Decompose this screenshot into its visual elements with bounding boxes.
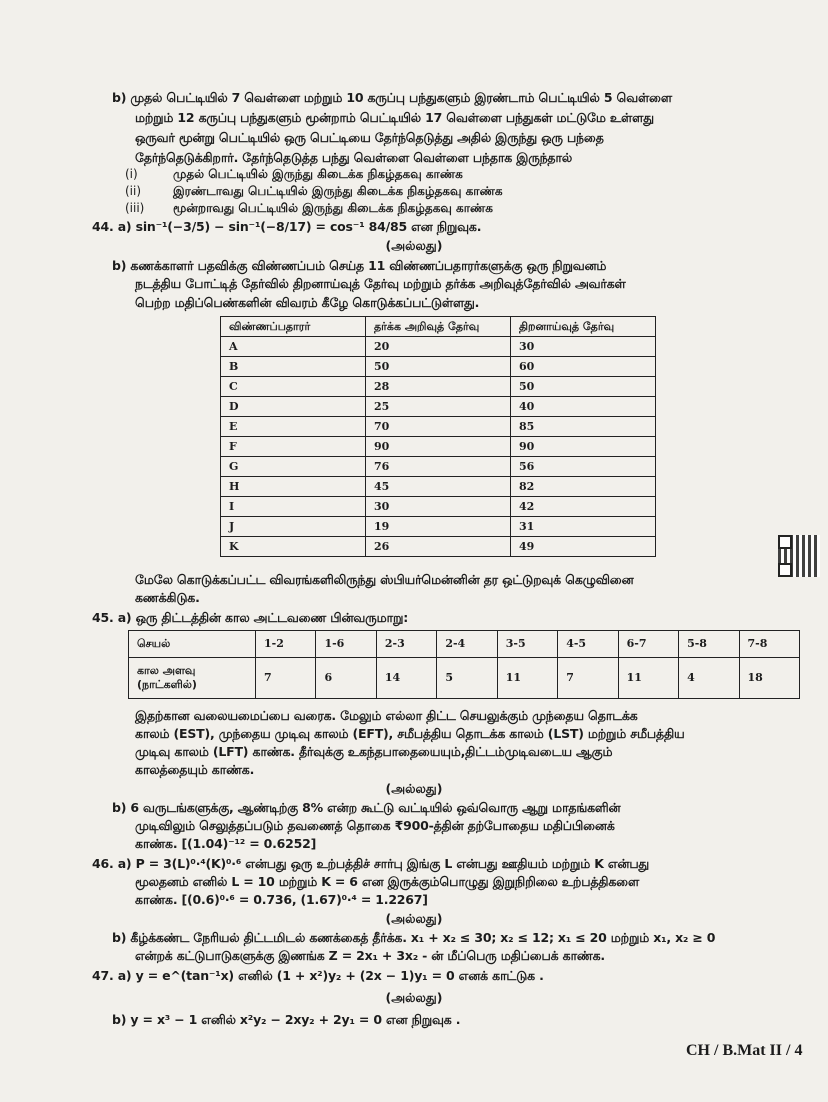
table-cell: 90 <box>366 437 511 457</box>
table-cell: 4-5 <box>558 631 618 658</box>
table-cell: 70 <box>366 417 511 437</box>
table-cell: J <box>221 517 366 537</box>
activity-table <box>128 630 800 699</box>
text-line: நடத்திய போட்டித் தேர்வில் திறனாய்வுத் தேர்வு மற்றும் தர்க்க அறிவுத்தேர்வில் அவர்கள் <box>135 276 626 291</box>
question-45a: 45. a) ஒரு திட்டத்தின் கால அட்டவணை பின்வருமாறு: <box>92 610 409 625</box>
table-row <box>221 457 656 477</box>
text-line: b) கணக்காளர் பதவிக்கு விண்ணப்பம் செய்த 11 விண்ணப்பதாரர்களுக்கு ஒரு நிறுவனம் <box>112 258 607 273</box>
table-cell: 6-7 <box>618 631 678 658</box>
table-cell: 28 <box>366 377 511 397</box>
table-cell: 14 <box>376 658 436 699</box>
table-cell: 50 <box>366 357 511 377</box>
text-line: பெற்ற மதிப்பெண்களின் விவரம் கீழே கொடுக்கப்பட்டுள்ளது. <box>135 295 480 310</box>
table-cell: 50 <box>511 377 656 397</box>
page-code: CH / B.Mat II / 4 <box>686 1042 803 1059</box>
table-cell: 60 <box>511 357 656 377</box>
text-line: தேர்ந்தெடுக்கிறார். தேர்ந்தெடுத்த பந்து வெள்ளை வெள்ளை பந்தாக இருந்தால் <box>135 150 573 165</box>
table-cell: A <box>221 337 366 357</box>
text-line: காண்க. [(0.6)⁰·⁶ = 0.736, (1.67)⁰·⁴ = 1.2267] <box>135 892 428 907</box>
table-row <box>221 477 656 497</box>
table-cell: 2-3 <box>376 631 436 658</box>
table-cell: C <box>221 377 366 397</box>
list-item: (ii) இரண்டாவது பெட்டியில் இருந்து கிடைக்க நிகழ்தகவு காண்க <box>125 184 503 198</box>
question-46a: 46. a) P = 3(L)⁰·⁴(K)⁰·⁶ என்பது ஒரு உற்பத்திச் சார்பு இங்கு L என்பது ஊதியம் மற்றும் K என்பது <box>92 856 650 871</box>
table-cell: I <box>221 497 366 517</box>
table-row <box>221 437 656 457</box>
table-cell: 49 <box>511 537 656 557</box>
question-45b: b) 6 வருடங்களுக்கு, ஆண்டிற்கு 8% என்ற கூட்டு வட்டியில் ஒவ்வொரு ஆறு மாதங்களின் <box>112 800 621 815</box>
table-cell: B <box>221 357 366 377</box>
table-cell: K <box>221 537 366 557</box>
table-cell: 56 <box>511 457 656 477</box>
table-row <box>221 397 656 417</box>
table-cell: 7 <box>256 658 316 699</box>
duration-row <box>129 658 800 699</box>
list-item: (iii) மூன்றாவது பெட்டியில் இருந்து கிடைக்க நிகழ்தகவு காண்க <box>125 201 493 215</box>
table-cell: D <box>221 397 366 417</box>
table-cell: F <box>221 437 366 457</box>
qr-code <box>778 535 820 577</box>
table-cell: 85 <box>511 417 656 437</box>
question-46b: b) கீழ்க்கண்ட நேரியல் திட்டமிடல் கணக்கைத் தீர்க்க. x₁ + x₂ ≤ 30; x₂ ≤ 12; x₁ ≤ 20 மற்றும் x₁, x₂ ≥ 0 <box>112 930 716 945</box>
text-line: முடிவு காலம் (LFT) காண்க. தீர்வுக்கு உகந்தபாதையையும்,திட்டம்முடிவடைய ஆகும் <box>135 744 613 759</box>
table-cell: 1-2 <box>256 631 316 658</box>
table-row <box>221 357 656 377</box>
table-cell: 25 <box>366 397 511 417</box>
text-line: மூலதனம் எனில் L = 10 மற்றும் K = 6 என இருக்கும்பொழுது இறுநிறிலை உற்பத்திகளை <box>135 874 640 889</box>
table-header: தர்க்க அறிவுத் தேர்வு <box>366 317 511 337</box>
list-item: (i) முதல் பெட்டியில் இருந்து கிடைக்க நிகழ்தகவு காண்க <box>125 167 463 181</box>
text-line: b) முதல் பெட்டியில் 7 வெள்ளை மற்றும் 10 கருப்பு பந்துகளும் இரண்டாம் பெட்டியில் 5 வெள்ளை <box>112 90 672 105</box>
table-cell: 5 <box>437 658 497 699</box>
row-label: கால அளவு (நாட்களில்) <box>129 658 256 699</box>
text-line: காண்க. [(1.04)⁻¹² = 0.6252] <box>135 836 317 851</box>
table-cell: 90 <box>511 437 656 457</box>
table-header-row <box>221 317 656 337</box>
text-line: காலத்தையும் காண்க. <box>135 762 255 777</box>
table-row <box>221 377 656 397</box>
text-line: மேலே கொடுக்கப்பட்ட விவரங்களிலிருந்து ஸ்பியர்மென்னின் தர ஒட்டுறவுக் கெழுவினை <box>135 572 634 587</box>
row-label: செயல் <box>129 631 256 658</box>
table-cell: H <box>221 477 366 497</box>
or-label: (அல்லது) <box>385 990 443 1005</box>
table-cell: 6 <box>316 658 376 699</box>
table-cell: 1-6 <box>316 631 376 658</box>
table-row <box>221 417 656 437</box>
table-cell: 31 <box>511 517 656 537</box>
table-header: விண்ணப்பதாரர் <box>221 317 366 337</box>
table-cell: 30 <box>366 497 511 517</box>
table-cell: 82 <box>511 477 656 497</box>
table-cell: 40 <box>511 397 656 417</box>
scores-table <box>220 316 656 557</box>
table-row <box>221 517 656 537</box>
question-47b: b) y = x³ − 1 எனில் x²y₂ − 2xy₂ + 2y₁ = 0 என நிறுவுக . <box>112 1012 461 1027</box>
table-cell: 3-5 <box>497 631 557 658</box>
table-cell: 20 <box>366 337 511 357</box>
or-label: (அல்லது) <box>385 238 443 253</box>
table-cell: 11 <box>497 658 557 699</box>
table-cell: 5-8 <box>679 631 739 658</box>
table-cell: 26 <box>366 537 511 557</box>
table-cell: E <box>221 417 366 437</box>
table-cell: 2-4 <box>437 631 497 658</box>
table-cell: 19 <box>366 517 511 537</box>
table-row <box>221 497 656 517</box>
activity-row <box>129 631 800 658</box>
table-cell: 11 <box>618 658 678 699</box>
table-cell: 4 <box>679 658 739 699</box>
or-label: (அல்லது) <box>385 911 443 926</box>
table-cell: 18 <box>739 658 800 699</box>
table-cell: G <box>221 457 366 477</box>
table-cell: 76 <box>366 457 511 477</box>
text-line: கணக்கிடுக. <box>135 590 200 605</box>
table-cell: 7-8 <box>739 631 800 658</box>
text-line: முடிவிலும் செலுத்தப்படும் தவணைத் தொகை ₹900-த்தின் தற்போதைய மதிப்பினைக் <box>135 818 615 833</box>
table-cell: 30 <box>511 337 656 357</box>
table-row <box>221 337 656 357</box>
text-line: என்றக் கட்டுபாடுகளுக்கு இணங்க Z = 2x₁ + 3x₂ - ன் மீப்பெரு மதிப்பைக் காண்க. <box>135 948 605 963</box>
text-line: காலம் (EST), முந்தைய முடிவு காலம் (EFT), சமீபத்திய தொடக்க காலம் (LST) மற்றும் சமீபத்திய <box>135 726 685 741</box>
or-label: (அல்லது) <box>385 781 443 796</box>
text-line: இதற்கான வலையமைப்பை வரைக. மேலும் எல்லா திட்ட செயலுக்கும் முந்தைய தொடக்க <box>135 708 638 723</box>
table-cell: 45 <box>366 477 511 497</box>
table-row <box>221 537 656 557</box>
table-cell: 42 <box>511 497 656 517</box>
text-line: ஒருவர் மூன்று பெட்டியில் ஒரு பெட்டியை தேர்ந்தெடுத்து அதில் இருந்து ஒரு பந்தை <box>135 130 604 145</box>
question-47a: 47. a) y = e^(tan⁻¹x) எனில் (1 + x²)y₂ + (2x − 1)y₁ = 0 எனக் காட்டுக . <box>92 968 544 983</box>
table-cell: 7 <box>558 658 618 699</box>
question-44a: 44. a) sin⁻¹(−3/5) − sin⁻¹(−8/17) = cos⁻¹ 84/85 என நிறுவுக. <box>92 219 482 234</box>
table-header: திறனாய்வுத் தேர்வு <box>511 317 656 337</box>
text-line: மற்றும் 12 கருப்பு பந்துகளும் மூன்றாம் பெட்டியில் 17 வெள்ளை பந்துகள் மட்டுமே உள்ளது <box>135 110 654 125</box>
